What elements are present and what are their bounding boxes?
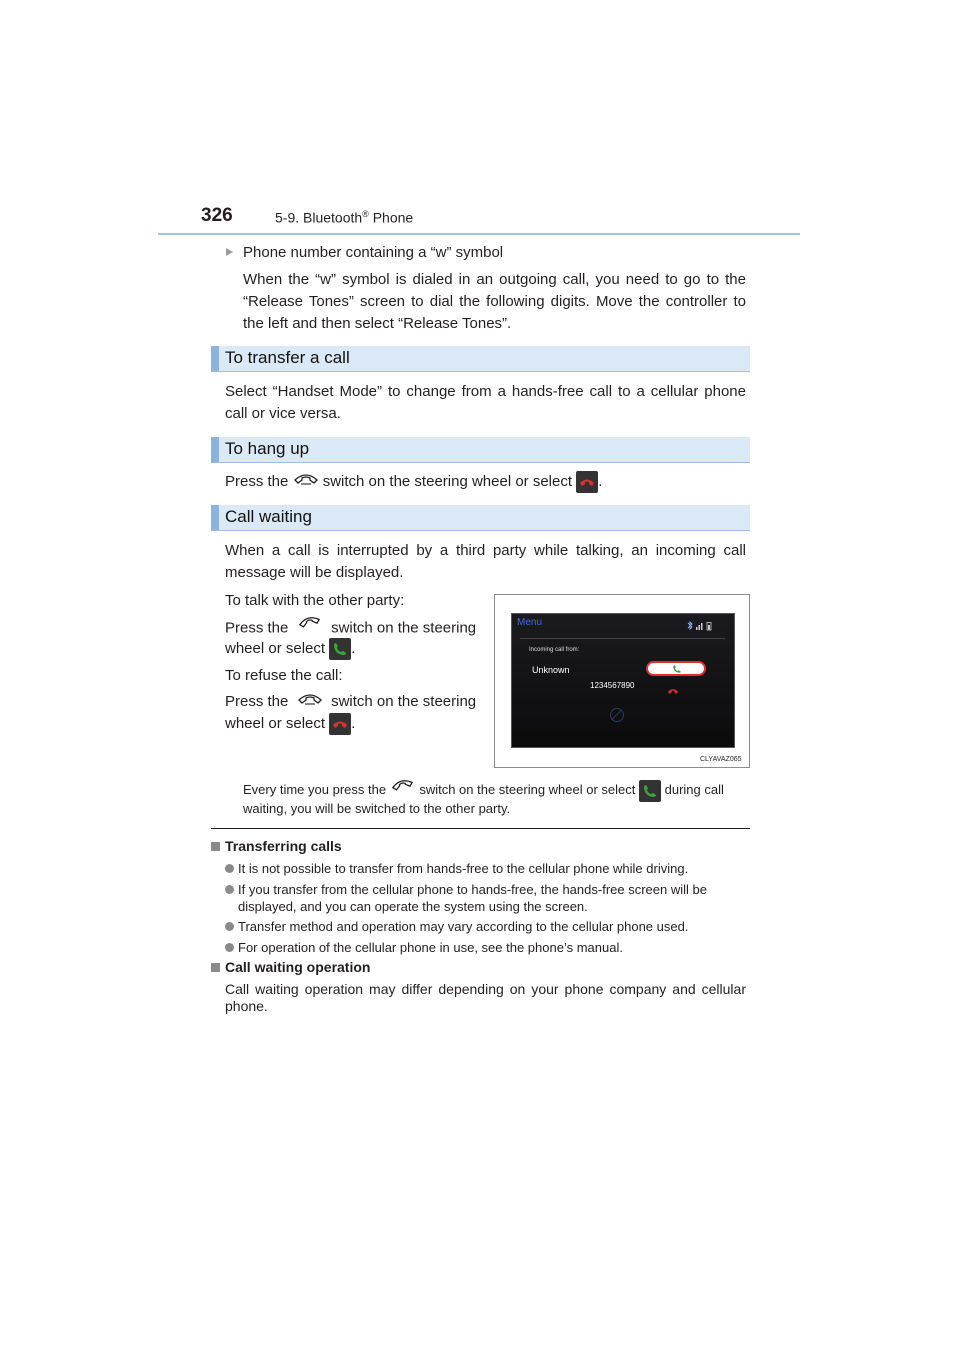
signal-icon bbox=[696, 623, 703, 630]
refuse-instruction-2: wheel or select . bbox=[225, 713, 355, 735]
header-divider bbox=[158, 233, 800, 235]
phone-switch-icon bbox=[293, 471, 319, 493]
hang-up-icon bbox=[576, 471, 598, 493]
call-waiting-section-header: Call waiting bbox=[211, 505, 750, 531]
dot-bullet-icon bbox=[225, 943, 234, 952]
hangup-body: Press the switch on the steering wheel or select . bbox=[225, 471, 750, 493]
phone-switch-icon bbox=[297, 691, 323, 713]
caller-name: Unknown bbox=[532, 665, 570, 675]
refuse-instruction: Press the switch on the steering bbox=[225, 691, 481, 713]
answer-call-icon bbox=[329, 638, 351, 660]
call-waiting-intro: When a call is interrupted by a third party while talking, an incoming call message will be displayed. bbox=[225, 542, 746, 581]
image-code: CLYAVAZ065 bbox=[700, 756, 742, 763]
hang-up-icon bbox=[329, 713, 351, 735]
triangle-bullet-icon bbox=[226, 248, 233, 256]
answer-button[interactable] bbox=[646, 661, 706, 676]
screen-divider bbox=[520, 638, 725, 639]
battery-icon bbox=[707, 623, 711, 631]
mute-icon[interactable] bbox=[610, 708, 624, 722]
call-waiting-operation-body: Call waiting operation may differ depending on your phone company and cellular phone. bbox=[225, 981, 746, 1014]
transfer-body: Select “Handset Mode” to change from a hands-free call to a cellular phone call or vice versa. bbox=[225, 383, 746, 422]
w-symbol-title: Phone number containing a “w” symbol bbox=[226, 244, 503, 261]
page-number: 326 bbox=[201, 205, 233, 226]
decline-button[interactable] bbox=[667, 683, 687, 695]
talk-instruction: Press the switch on the steering bbox=[225, 616, 481, 641]
status-icons bbox=[686, 618, 726, 628]
transferring-calls-title: Transferring calls bbox=[211, 838, 342, 854]
call-waiting-operation-title: Call waiting operation bbox=[211, 959, 370, 975]
incoming-call-screen bbox=[511, 613, 735, 748]
answer-call-icon bbox=[639, 780, 661, 802]
chapter-title: 5-9. Bluetooth® Phone bbox=[275, 209, 414, 226]
dot-bullet-icon bbox=[225, 864, 234, 873]
hang-up-icon bbox=[667, 686, 679, 696]
caller-number: 1234567890 bbox=[590, 681, 635, 690]
w-symbol-body: When the “w” symbol is dialed in an outgoing call, you need to go to the “Release Tones” screen to dial the following digits. Move the controller to the left and then select “Release Tones”. bbox=[243, 271, 746, 332]
square-bullet-icon bbox=[211, 963, 220, 972]
answer-call-icon bbox=[672, 664, 682, 674]
screen-menu-label: Menu bbox=[517, 617, 543, 628]
switch-note: Every time you press the switch on the steering wheel or select during call bbox=[243, 779, 746, 802]
square-bullet-icon bbox=[211, 842, 220, 851]
talk-instruction-2: wheel or select . bbox=[225, 638, 355, 660]
bluetooth-icon bbox=[688, 622, 692, 629]
transfer-section-header: To transfer a call bbox=[211, 346, 750, 372]
transferring-item-2: If you transfer from the cellular phone to hands-free, the hands-free screen will be displayed, and you can operate the system using the screen. bbox=[225, 881, 750, 915]
transferring-item-3: Transfer method and operation may vary according to the cellular phone used. bbox=[225, 918, 750, 935]
talk-label: To talk with the other party: bbox=[225, 592, 405, 609]
dot-bullet-icon bbox=[225, 922, 234, 931]
refuse-label: To refuse the call: bbox=[225, 667, 343, 684]
dot-bullet-icon bbox=[225, 885, 234, 894]
incoming-call-label: Incoming call from: bbox=[529, 647, 580, 653]
notes-divider bbox=[211, 828, 750, 829]
switch-note-2: waiting, you will be switched to the other party. bbox=[243, 801, 511, 816]
transferring-item-4: For operation of the cellular phone in use, see the phone’s manual. bbox=[225, 939, 750, 956]
hangup-section-header: To hang up bbox=[211, 437, 750, 463]
transferring-item-1: It is not possible to transfer from hands-free to the cellular phone while driving. bbox=[225, 860, 750, 877]
